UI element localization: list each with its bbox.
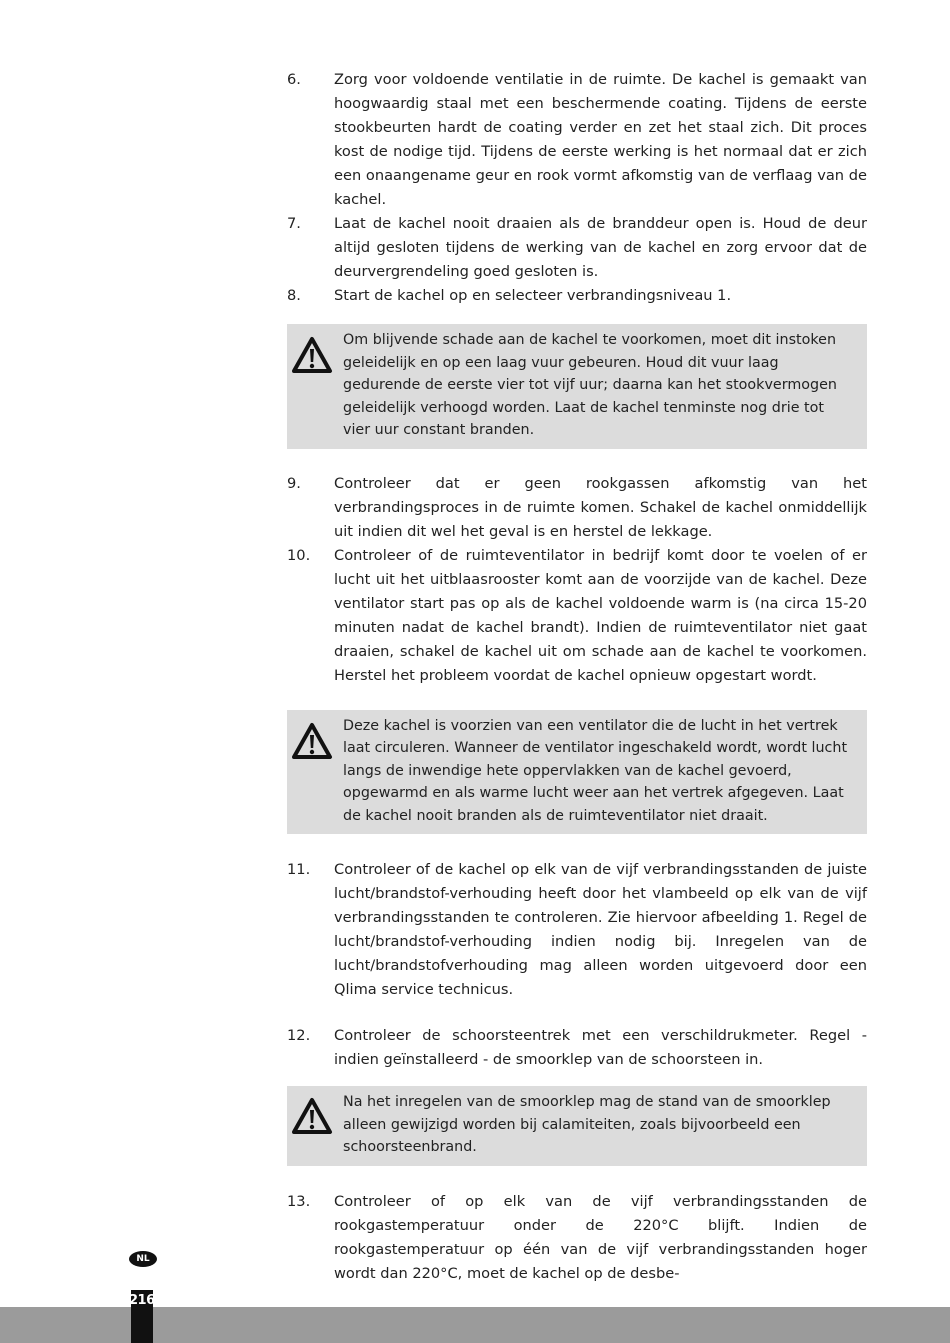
warning-text: Om blijvende schade aan de kachel te voorkomen, moet dit instoken geleidelijk en op een laag vuur gebeuren. Houd dit vuur laag gedurende de eerste vier tot vijf uur; daarna kan het stookvermogen geleidelijk verhoogd worden. Laat de kachel tenminste nog drie tot vier uur constant branden. <box>343 332 837 438</box>
list-item <box>287 858 867 1002</box>
item-text: Zorg voor voldoende ventilatie in de ruimte. De kachel is gemaakt van hoogwaardig staal met een beschermende coating. Tijdens de eerste stookbeurten hardt de coating verder en zet het staal zich. Dit proces kost de nodige tijd. Tijdens de eerste werking is het normaal dat er zich een onaangename geur en rook vormt afkomstig van de verflaag van de kachel. <box>334 71 867 208</box>
list-item <box>287 1024 867 1072</box>
language-badge: NL <box>129 1251 157 1267</box>
item-number: 12. <box>287 1027 311 1044</box>
item-text: Controleer of op elk van de vijf verbrandingsstanden de rookgastemperatuur onder de 220°C blijft. Indien de rookgastemperatuur op één van de vijf verbrandingsstanden hoger wordt dan 220°C, moet de kachel op de desbe- <box>334 1192 867 1282</box>
item-text: Controleer de schoorsteentrek met een verschildrukmeter. Regel - indien geïnstalleerd - de smoorklep van de schoorsteen in. <box>334 1027 867 1068</box>
item-text: Laat de kachel nooit draaien als de branddeur open is. Houd de deur altijd gesloten tijdens de werking van de kachel en zorg ervoor dat de deurvergrendeling goed gesloten is. <box>334 215 867 280</box>
warning-text: Na het inregelen van de smoorklep mag de stand van de smoorklep alleen gewijzigd worden bij calamiteiten, zoals bijvoorbeeld een schoorsteenbrand. <box>343 1094 831 1155</box>
list-item <box>287 284 867 308</box>
item-number: 9. <box>287 474 301 492</box>
list-item <box>287 472 867 544</box>
warning-triangle-icon <box>291 1097 333 1135</box>
item-text: Start de kachel op en selecteer verbrandingsniveau 1. <box>334 287 732 304</box>
item-number: 10. <box>287 546 311 564</box>
list-item <box>287 1190 867 1286</box>
item-text: Controleer of de ruimteventilator in bedrijf komt door te voelen of er lucht uit het uitblaasrooster komt aan de voorzijde van de kachel. Deze ventilator start pas op als de kachel voldoende warm is (na circa 15-20 minuten nadat de kachel brandt). Indien de ruimteventilator niet gaat draaien, schakel de kachel uit om schade aan de kachel te voorkomen. Herstel het probleem voordat de kachel opnieuw opgestart wordt. <box>334 546 867 684</box>
page-number: 216 <box>129 1293 155 1308</box>
item-number: 6. <box>287 71 301 88</box>
list-item <box>287 212 867 284</box>
item-number: 8. <box>287 287 301 304</box>
item-number: 11. <box>287 861 311 878</box>
manual-content <box>287 68 867 1286</box>
warning-text: Deze kachel is voorzien van een ventilator die de lucht in het vertrek laat circuleren. Wanneer de ventilator ingeschakeld wordt, wordt lucht langs de inwendige hete oppervlakken van de kachel gevoerd, opgewarmd en als warme lucht weer aan het vertrek afgegeven. Laat de kachel nooit branden als de ruimteventilator niet draait. <box>343 717 848 824</box>
list-item <box>287 544 867 688</box>
item-text: Controleer dat er geen rookgassen afkomstig van het verbrandingsproces in de ruimte komen. Schakel de kachel onmiddellijk uit indien dit wel het geval is en herstel de lekkage. <box>334 474 867 540</box>
warning-triangle-icon <box>291 336 333 374</box>
list-item <box>287 68 867 212</box>
item-text: Controleer of de kachel op elk van de vijf verbrandingsstanden de juiste lucht/brandstof-verhouding heeft door het vlambeeld op elk van de vijf verbrandingsstanden te controleren. Zie hiervoor afbeelding 1. Regel de lucht/brandstof-verhouding indien nodig bij. Inregelen van de lucht/brandstofverhouding mag alleen worden uitgevoerd door een Qlima service technicus. <box>334 861 867 998</box>
warning-box <box>287 1086 867 1166</box>
item-number: 13. <box>287 1192 311 1210</box>
warning-box <box>287 324 867 449</box>
item-number: 7. <box>287 215 301 232</box>
warning-box <box>287 710 867 835</box>
warning-triangle-icon <box>291 722 333 760</box>
